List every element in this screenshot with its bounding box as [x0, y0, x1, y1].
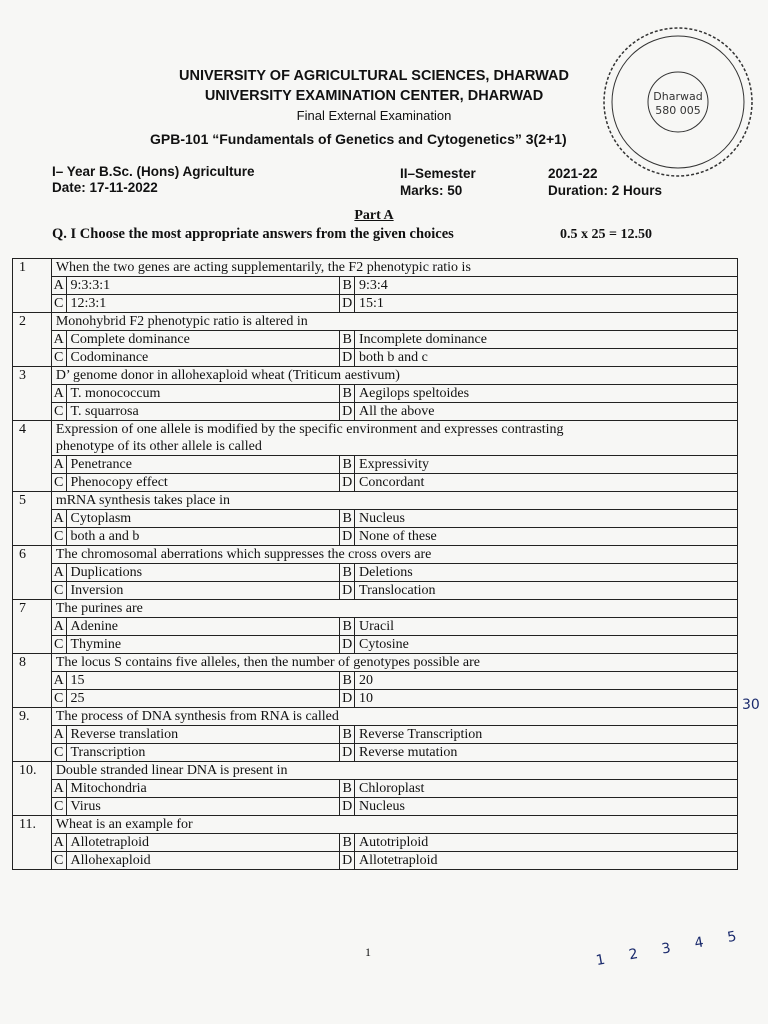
option-row [13, 672, 738, 690]
option-letter: A [51, 834, 66, 852]
option-letter: D [340, 744, 355, 762]
question-row [13, 654, 738, 672]
option-letter: C [51, 744, 66, 762]
option-letter: C [51, 690, 66, 708]
option-letter: C [51, 474, 66, 492]
option-b[interactable]: Reverse Transcription [355, 726, 738, 744]
option-c[interactable]: Codominance [66, 349, 340, 367]
option-row [13, 528, 738, 546]
question-text [51, 762, 737, 780]
option-a[interactable]: Mitochondria [66, 780, 340, 798]
stamp-line1: Dharwad [653, 90, 703, 103]
question-row [13, 421, 738, 456]
question-text-line: mRNA synthesis takes place in [55, 493, 231, 508]
question-text-line: Double stranded linear DNA is present in [55, 763, 288, 778]
option-c[interactable]: both a and b [66, 528, 340, 546]
question-row [13, 762, 738, 780]
option-a[interactable]: Penetrance [66, 456, 340, 474]
question-number: 6 [13, 546, 52, 600]
question-text [51, 600, 737, 618]
option-letter: A [51, 510, 66, 528]
option-row [13, 618, 738, 636]
option-a[interactable]: Adenine [66, 618, 340, 636]
option-letter: A [51, 618, 66, 636]
option-letter: B [340, 726, 355, 744]
option-row [13, 349, 738, 367]
question-row [13, 816, 738, 834]
question-text [51, 654, 737, 672]
option-letter: D [340, 474, 355, 492]
option-letter: D [340, 852, 355, 870]
option-b[interactable]: Incomplete dominance [355, 331, 738, 349]
question-row [13, 492, 738, 510]
option-letter: D [340, 528, 355, 546]
option-b[interactable]: 20 [355, 672, 738, 690]
option-letter: A [51, 672, 66, 690]
question-row [13, 367, 738, 385]
question-number: 10. [13, 762, 52, 816]
session-label: 2021-22 [548, 166, 598, 181]
question-text-line: When the two genes are acting supplementarily, the F2 phenotypic ratio is [55, 260, 471, 275]
option-row [13, 780, 738, 798]
question-text [51, 492, 737, 510]
option-b[interactable]: Aegilops speltoides [355, 385, 738, 403]
duration-label: Duration: 2 Hours [548, 183, 663, 198]
option-d[interactable]: Concordant [355, 474, 738, 492]
option-letter: B [340, 672, 355, 690]
option-letter: A [51, 456, 66, 474]
option-letter: B [340, 834, 355, 852]
question-number: 1 [13, 259, 52, 313]
option-letter: D [340, 403, 355, 421]
question-text-line: The locus S contains five alleles, then the number of genotypes possible are [55, 655, 480, 670]
option-letter: D [340, 636, 355, 654]
option-row [13, 852, 738, 870]
option-letter: A [51, 385, 66, 403]
question-number: 3 [13, 367, 52, 421]
option-row [13, 690, 738, 708]
option-letter: C [51, 582, 66, 600]
question-text-line: phenotype of its other allele is called [55, 439, 262, 454]
option-letter: C [51, 295, 66, 313]
option-letter: B [340, 456, 355, 474]
option-c[interactable]: Virus [66, 798, 340, 816]
option-letter: D [340, 295, 355, 313]
option-row [13, 385, 738, 403]
option-row [13, 564, 738, 582]
option-a[interactable]: Reverse translation [66, 726, 340, 744]
option-letter: B [340, 385, 355, 403]
page-number: 1 [365, 945, 371, 959]
option-letter: B [340, 780, 355, 798]
question-text [51, 259, 737, 277]
option-c[interactable]: Thymine [66, 636, 340, 654]
question-text [51, 367, 737, 385]
option-letter: D [340, 582, 355, 600]
option-b[interactable]: Expressivity [355, 456, 738, 474]
year-label: I– Year B.Sc. (Hons) Agriculture [52, 164, 255, 179]
option-row [13, 582, 738, 600]
exam-date: Date: 17-11-2022 [52, 180, 158, 195]
stamp-line2: 580 005 [655, 104, 701, 117]
question-text-line: D’ genome donor in allohexaploid wheat (Triticum aestivum) [55, 368, 400, 383]
option-d[interactable]: Allotetraploid [355, 852, 738, 870]
option-a[interactable]: 9:3:3:1 [66, 277, 340, 295]
exam-center: UNIVERSITY EXAMINATION CENTER, DHARWAD [204, 88, 544, 104]
option-row [13, 726, 738, 744]
question-text [51, 546, 737, 564]
question-text [51, 708, 737, 726]
handwritten-margin-note: 30 [742, 697, 760, 713]
option-letter: C [51, 798, 66, 816]
option-letter: B [340, 510, 355, 528]
question-text-line: The process of DNA synthesis from RNA is called [55, 709, 339, 724]
option-row [13, 510, 738, 528]
instruction-text: Q. I Choose the most appropriate answers from the given choices [52, 226, 454, 242]
option-row [13, 798, 738, 816]
option-b[interactable]: Deletions [355, 564, 738, 582]
option-b[interactable]: Chloroplast [355, 780, 738, 798]
question-number: 8 [13, 654, 52, 708]
option-row [13, 744, 738, 762]
option-letter: B [340, 564, 355, 582]
option-letter: B [340, 277, 355, 295]
question-text [51, 816, 737, 834]
option-letter: A [51, 564, 66, 582]
option-b[interactable]: Nucleus [355, 510, 738, 528]
marks-scheme: 0.5 x 25 = 12.50 [560, 227, 652, 242]
question-number: 9. [13, 708, 52, 762]
question-table [12, 258, 738, 870]
option-b[interactable]: 9:3:4 [355, 277, 738, 295]
exam-type: Final External Examination [296, 108, 452, 123]
question-row [13, 600, 738, 618]
question-text-line: Wheat is an example for [55, 817, 193, 832]
option-d[interactable]: Nucleus [355, 798, 738, 816]
option-d[interactable]: Translocation [355, 582, 738, 600]
option-letter: A [51, 331, 66, 349]
option-a[interactable]: T. monococcum [66, 385, 340, 403]
option-row [13, 636, 738, 654]
semester-label: II–Semester [400, 166, 476, 181]
question-text-line: The purines are [55, 601, 143, 616]
option-letter: A [51, 277, 66, 295]
option-a[interactable]: Duplications [66, 564, 340, 582]
option-letter: C [51, 852, 66, 870]
option-d[interactable]: Reverse mutation [355, 744, 738, 762]
question-number: 7 [13, 600, 52, 654]
question-number: 4 [13, 421, 52, 492]
option-d[interactable]: 10 [355, 690, 738, 708]
option-b[interactable]: Uracil [355, 618, 738, 636]
question-text [51, 421, 737, 456]
option-c[interactable]: 12:3:1 [66, 295, 340, 313]
option-c[interactable]: Transcription [66, 744, 340, 762]
question-row [13, 708, 738, 726]
course-title: GPB-101 “Fundamentals of Genetics and Cytogenetics” 3(2+1) [150, 131, 567, 147]
option-a[interactable]: Complete dominance [66, 331, 340, 349]
option-c[interactable]: Inversion [66, 582, 340, 600]
option-d[interactable]: 15:1 [355, 295, 738, 313]
option-letter: C [51, 528, 66, 546]
option-letter: A [51, 726, 66, 744]
option-letter: C [51, 636, 66, 654]
handwritten-bottom-note: 1 2 3 4 5 [594, 926, 748, 970]
option-row [13, 456, 738, 474]
question-text-line: Expression of one allele is modified by the specific environment and expresses contrasting [55, 422, 564, 437]
option-c[interactable]: Phenocopy effect [66, 474, 340, 492]
option-a[interactable]: 15 [66, 672, 340, 690]
option-letter: C [51, 349, 66, 367]
marks-label: Marks: 50 [400, 183, 463, 198]
option-letter: B [340, 331, 355, 349]
option-c[interactable]: 25 [66, 690, 340, 708]
option-letter: D [340, 798, 355, 816]
question-row [13, 259, 738, 277]
option-letter: D [340, 690, 355, 708]
option-a[interactable]: Cytoplasm [66, 510, 340, 528]
question-row [13, 313, 738, 331]
option-d[interactable]: both b and c [355, 349, 738, 367]
option-d[interactable]: Cytosine [355, 636, 738, 654]
part-heading: Part A [354, 208, 394, 223]
question-text-line: Monohybrid F2 phenotypic ratio is altered in [55, 314, 308, 329]
option-letter: C [51, 403, 66, 421]
university-seal-stamp [598, 22, 758, 182]
option-row [13, 277, 738, 295]
option-d[interactable]: None of these [355, 528, 738, 546]
option-row [13, 474, 738, 492]
question-row [13, 546, 738, 564]
option-letter: A [51, 780, 66, 798]
question-number: 11. [13, 816, 52, 870]
option-letter: B [340, 618, 355, 636]
option-c[interactable]: T. squarrosa [66, 403, 340, 421]
option-row [13, 295, 738, 313]
question-number: 2 [13, 313, 52, 367]
option-b[interactable]: Autotriploid [355, 834, 738, 852]
question-number: 5 [13, 492, 52, 546]
option-letter: D [340, 349, 355, 367]
question-text [51, 313, 737, 331]
option-a[interactable]: Allotetraploid [66, 834, 340, 852]
university-name: UNIVERSITY OF AGRICULTURAL SCIENCES, DHARWAD [179, 68, 569, 84]
option-row [13, 403, 738, 421]
option-c[interactable]: Allohexaploid [66, 852, 340, 870]
question-text-line: The chromosomal aberrations which suppresses the cross overs are [55, 547, 432, 562]
option-d[interactable]: All the above [355, 403, 738, 421]
option-row [13, 331, 738, 349]
option-row [13, 834, 738, 852]
